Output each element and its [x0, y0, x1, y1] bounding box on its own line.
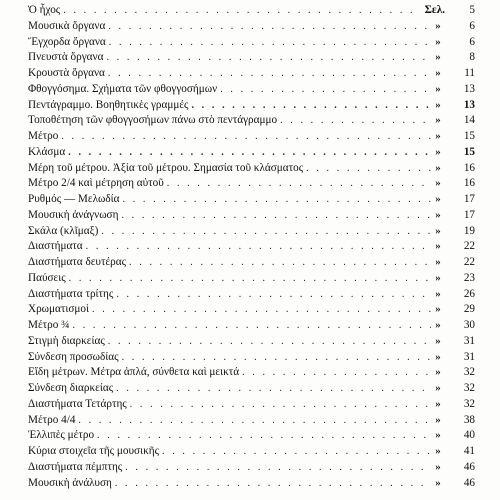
toc-entry — [28, 334, 475, 350]
dot-leader — [116, 287, 431, 303]
ibid-mark: » — [435, 82, 441, 95]
dot-leader — [108, 334, 431, 350]
dot-leader — [106, 50, 431, 66]
toc-entry-page: 13 — [463, 82, 475, 95]
ibid-mark: » — [435, 256, 441, 268]
ibid-mark: » — [435, 429, 441, 442]
toc-entry-page: 41 — [463, 445, 475, 457]
toc-entry — [28, 208, 475, 224]
dot-leader — [63, 3, 418, 19]
toc-header-row — [28, 3, 475, 19]
toc-entry-title: Πνευστὰ ὄργανα — [28, 51, 104, 64]
toc-entry — [28, 476, 475, 492]
ibid-mark: » — [435, 145, 441, 158]
toc-entry — [28, 145, 475, 161]
ibid-mark: » — [435, 366, 441, 379]
toc-entry — [28, 444, 475, 460]
toc-entry-page: 17 — [463, 208, 475, 221]
toc-entry-page: 14 — [463, 114, 475, 127]
dot-leader — [129, 255, 431, 271]
toc-entry-page: 26 — [463, 287, 475, 300]
ibid-mark: » — [435, 208, 441, 221]
toc-entry-title: Μουσικὴ ἀνάγνωση — [28, 208, 119, 221]
toc-entry — [28, 35, 475, 51]
toc-entry-title: Μουσικὰ ὄργανα — [28, 19, 106, 32]
toc-entry — [28, 365, 475, 381]
toc-entry — [28, 255, 475, 271]
toc-entry-page: 11 — [464, 67, 475, 79]
toc-entry-page: 6 — [469, 19, 475, 32]
toc-entry-page: 15 — [463, 145, 475, 158]
dot-leader — [78, 413, 431, 429]
ibid-mark: » — [435, 460, 441, 473]
toc-entry — [28, 82, 475, 98]
dot-leader — [109, 35, 431, 51]
ibid-mark: » — [435, 271, 441, 284]
toc-entry-title: Κύρια στοιχεῖα τῆς μουσικῆς — [28, 445, 159, 457]
toc-entry-page: 22 — [463, 240, 475, 253]
toc-entry-title: Διαστήματα Τετάρτης — [28, 397, 127, 410]
toc-entry-title: Μέτρο — [28, 130, 59, 142]
dot-leader — [306, 161, 431, 177]
dot-leader — [220, 82, 431, 98]
dot-leader — [92, 302, 431, 318]
ibid-mark: » — [435, 19, 441, 32]
ibid-mark: » — [435, 350, 441, 363]
toc-entry-title: Σύνδεση διαρκείας — [28, 382, 114, 394]
dot-leader — [130, 397, 431, 413]
toc-entry-title: Σκάλα (κλῖμαξ) — [28, 224, 99, 237]
toc-entry — [28, 239, 475, 255]
dot-leader — [97, 428, 431, 444]
ibid-mark: » — [435, 382, 441, 394]
toc-entry — [28, 19, 475, 35]
toc-entry — [28, 98, 475, 114]
toc-entry-title: Διαστήματα δευτέρας — [28, 256, 127, 268]
ibid-mark: » — [435, 303, 441, 316]
ibid-mark: » — [435, 193, 441, 205]
dot-leader — [61, 129, 431, 145]
toc-entry-page: 32 — [463, 382, 475, 394]
toc-entry-title: Κρουστὰ ὄργανα — [28, 67, 105, 79]
toc-entry-title: Παύσεις — [28, 271, 66, 284]
dot-leader — [280, 113, 431, 129]
toc-entry-page: 30 — [463, 319, 475, 331]
dot-leader — [73, 318, 431, 334]
toc-entry-title: Διαστήματα πέμπτης — [28, 460, 123, 473]
dot-leader — [108, 66, 431, 82]
toc-entry-title: Σύνδεση προσωδίας — [28, 350, 119, 363]
toc-entry — [28, 287, 475, 303]
toc-entry-page: 22 — [463, 256, 475, 268]
toc-entry-title: Μέρη τοῦ μέτρου. Ἀξία τοῦ μέτρου. Σημασία τοῦ κλάσματος — [28, 161, 304, 174]
toc-entry-page: 16 — [463, 177, 475, 190]
ibid-mark: » — [435, 476, 441, 489]
toc-entry-page: 40 — [463, 429, 475, 442]
dot-leader — [191, 98, 431, 114]
toc-entry-title: Τοποθέτηση τῶν φθογγοσήμων πάνω στὸ πεντάγραμμο — [28, 114, 278, 127]
table-of-contents — [28, 3, 475, 491]
dot-leader — [86, 239, 431, 255]
toc-entry-page: 46 — [463, 460, 475, 473]
ibid-mark: » — [435, 224, 441, 237]
toc-entry-title: Πεντάγραμμο. Βοηθητικὲς γραμμές — [28, 98, 189, 111]
ibid-mark: » — [435, 114, 441, 127]
toc-entry — [28, 113, 475, 129]
toc-entry-page: 6 — [469, 35, 475, 48]
toc-entry — [28, 397, 475, 413]
ibid-mark: » — [435, 287, 441, 300]
toc-entry — [28, 176, 475, 192]
toc-entry-title: Εἴδη μέτρων. Μέτρα ἁπλά, σύνθετα καὶ μεικτά — [28, 366, 240, 379]
toc-entry-page: 8 — [469, 51, 475, 64]
dot-leader — [68, 145, 431, 161]
toc-entry-page: 5 — [469, 4, 475, 16]
toc-entry-page: 17 — [463, 193, 475, 205]
toc-entry-title: Κλάσμα — [28, 145, 66, 158]
toc-entry-page: 29 — [463, 303, 475, 316]
toc-entry-page: 38 — [463, 413, 475, 426]
toc-entry — [28, 318, 475, 334]
toc-entry-page: 31 — [463, 334, 475, 347]
toc-entry-title: Διαστήματα — [28, 240, 83, 253]
dot-leader — [162, 444, 431, 460]
dot-leader — [123, 192, 432, 208]
ibid-mark: » — [435, 67, 441, 79]
toc-entry-page: 15 — [463, 130, 475, 142]
toc-entry — [28, 428, 475, 444]
toc-entry-title: Ἔγχορδα ὄργανα — [28, 35, 106, 48]
ibid-mark: » — [435, 240, 441, 253]
toc-entry-title: Ρυθμός — Μελωδία — [28, 193, 120, 205]
dot-leader — [121, 208, 431, 224]
toc-entry-title: Ὁ ἦχος — [28, 4, 61, 16]
ibid-mark: » — [435, 35, 441, 48]
toc-entry-page: 32 — [463, 397, 475, 410]
toc-entry-page: 13 — [463, 98, 475, 111]
toc-entry-title: Μέτρο 2/4 καὶ μέτρηση αὐτοῦ — [28, 177, 164, 190]
ibid-mark: » — [435, 161, 441, 174]
toc-entry — [28, 350, 475, 366]
toc-entry-page: 19 — [463, 224, 475, 237]
toc-entry-title: Μουσικὴ ἀνάλυση — [28, 476, 112, 489]
dot-leader — [101, 224, 431, 240]
toc-entry-page: 32 — [463, 366, 475, 379]
toc-entry — [28, 66, 475, 82]
dot-leader — [122, 350, 431, 366]
ibid-mark: » — [435, 413, 441, 426]
toc-entry-page: 23 — [463, 271, 475, 284]
dot-leader — [116, 381, 431, 397]
dot-leader — [242, 365, 431, 381]
ibid-mark: » — [435, 98, 441, 111]
toc-entry — [28, 271, 475, 287]
ibid-mark: » — [435, 445, 441, 457]
dot-leader — [125, 460, 431, 476]
toc-entry — [28, 381, 475, 397]
toc-entry-title: Μέτρο 4/4 — [28, 413, 76, 426]
toc-entry-title: Φθογγόσημα. Σχήματα τῶν φθογγοσήμων — [28, 82, 218, 95]
dot-leader — [167, 176, 431, 192]
ibid-mark: » — [435, 130, 441, 142]
ibid-mark: » — [435, 51, 441, 64]
toc-entry-title: Στιγμὴ διαρκείας — [28, 334, 105, 347]
toc-entry-page: 46 — [463, 476, 475, 489]
toc-entry-title: Χρωματισμοὶ — [28, 303, 90, 316]
toc-entry — [28, 50, 475, 66]
toc-entry — [28, 460, 475, 476]
dot-leader — [69, 271, 431, 287]
dot-leader — [108, 19, 431, 35]
page-column-label: Σελ. — [424, 4, 445, 16]
toc-entry-title: Διαστήματα τρίτης — [28, 287, 114, 300]
toc-entry — [28, 302, 475, 318]
toc-entry-title: Μέτρο ¾ — [28, 319, 70, 331]
toc-entry — [28, 224, 475, 240]
toc-entry-page: 16 — [463, 161, 475, 174]
toc-entry — [28, 161, 475, 177]
ibid-mark: » — [435, 334, 441, 347]
ibid-mark: » — [435, 177, 441, 190]
toc-entry — [28, 192, 475, 208]
toc-entry — [28, 413, 475, 429]
toc-entry-page: 31 — [463, 350, 475, 363]
dot-leader — [115, 476, 431, 492]
toc-entry — [28, 129, 475, 145]
toc-entry-title: Ἐλλιπὲς μέτρο — [28, 429, 95, 442]
ibid-mark: » — [435, 397, 441, 410]
ibid-mark: » — [435, 319, 441, 331]
